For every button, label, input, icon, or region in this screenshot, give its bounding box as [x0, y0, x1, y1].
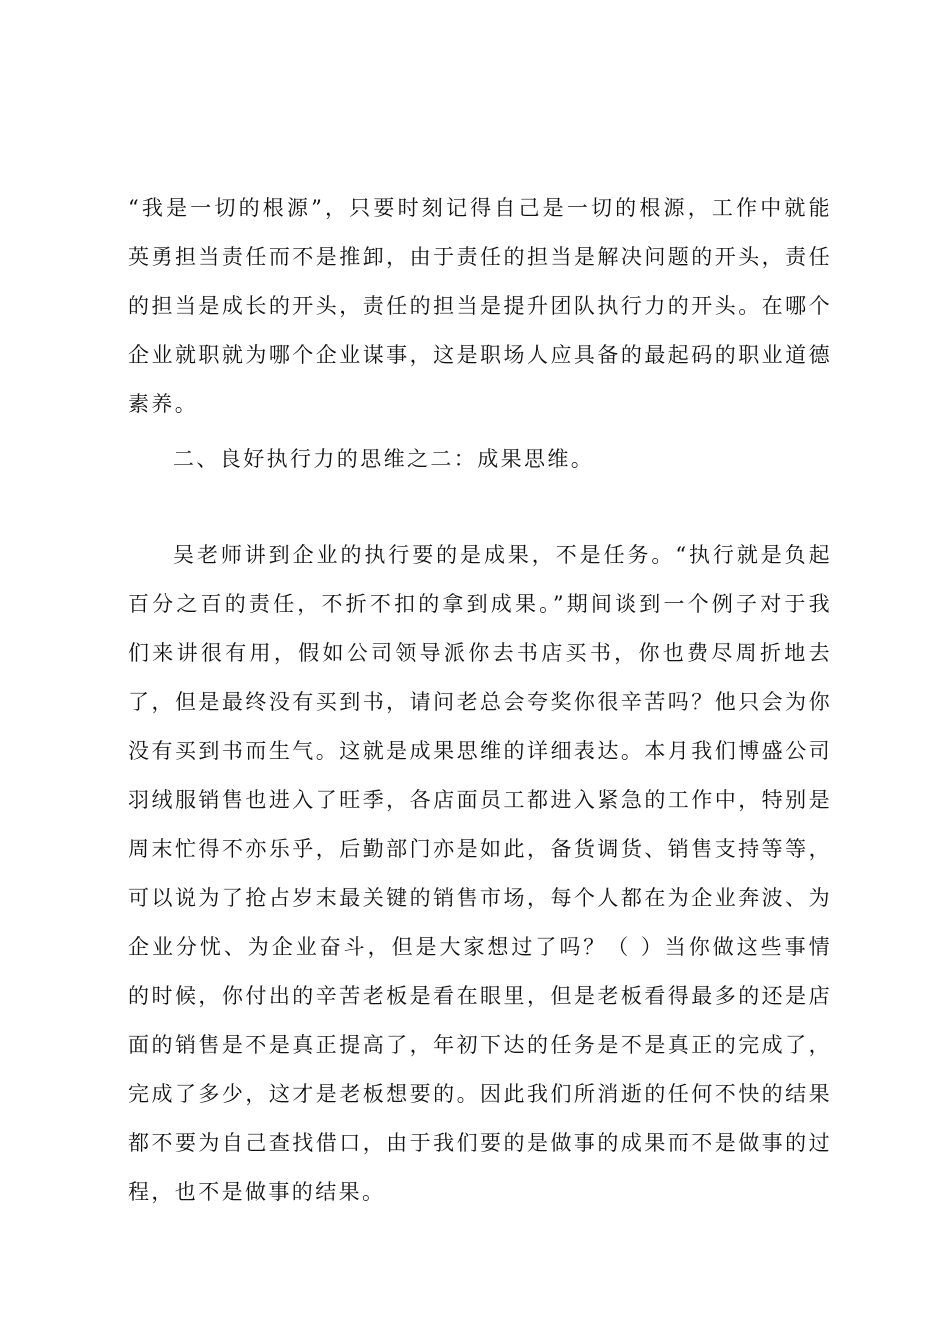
paragraph-responsibility: “我是一切的根源”，只要时刻记得自己是一切的根源，工作中就能英勇担当责任而不是推卸，由于责任的担当是解决问题的开头，责任的担当是成长的开头，责任的担当是提升团队执行力的开头。在哪个企业就职就为哪个企业谋事，这是职场人应具备的最起码的职业道德素养。: [128, 196, 832, 416]
section-heading-results-thinking: 二、良好执行力的思维之二：成果思维。: [173, 447, 595, 471]
paragraph-results-thinking: 吴老师讲到企业的执行要的是成果，不是任务。“执行就是负起百分之百的责任，不折不扣的拿到成果。”期间谈到一个例子对于我们来讲很有用，假如公司领导派你去书店买书，你也费尽周折地去了，但是最终没有买到书，请问老总会夸奖你很辛苦吗？他只会为你没有买到书而生气。这就是成果思维的详细表达。本月我们博盛公司羽绒服销售也进入了旺季，各店面员工都进入紧急的工作中，特别是周末忙得不亦乐乎，后勤部门亦是如此，备货调货、销售支持等等，可以说为了抢占岁末最关键的销售市场，每个人都在为企业奔波、为企业分忧、为企业奋斗，但是大家想过了吗？（ ）当你做这些事情的时候，你付出的辛苦老板是看在眼里，但是老板看得最多的还是店面的销售是不是真正提高了，年初下达的任务是不是真正的完成了，完成了多少，这才是老板想要的。因此我们所消逝的任何不快的结果都不要为自己查找借口，由于我们要的是做事的成果而不是做事的过程，也不是做事的结果。: [128, 543, 832, 1204]
